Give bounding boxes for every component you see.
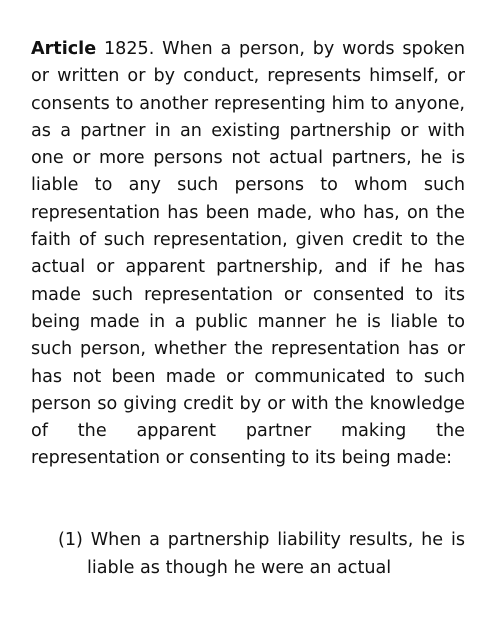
- article-label: Article: [31, 39, 97, 59]
- list-item-marker: (1): [58, 530, 83, 550]
- list-item: [31, 526, 465, 582]
- article-paragraph: [31, 36, 465, 473]
- list-item-text: When a partnership liability results, he is liable as though he were an actual: [87, 530, 465, 578]
- article-body: 1825. When a person, by words spoken or written or by conduct, represents himself, or consents to another representing him to anyone, as a partner in an existing partnership or with one or more persons not actual partners, he is liable to any such persons to whom such representation has been made, who has, on the faith of such representation, given credit to the actual or apparent partnership, and if he has made such representation or consented to its being made in a public manner he is liable to such person, whether the representation has or has not been made or communicated to such person so giving credit by or with the knowledge of the apparent partner making the representation or consenting to its being made:: [31, 39, 465, 469]
